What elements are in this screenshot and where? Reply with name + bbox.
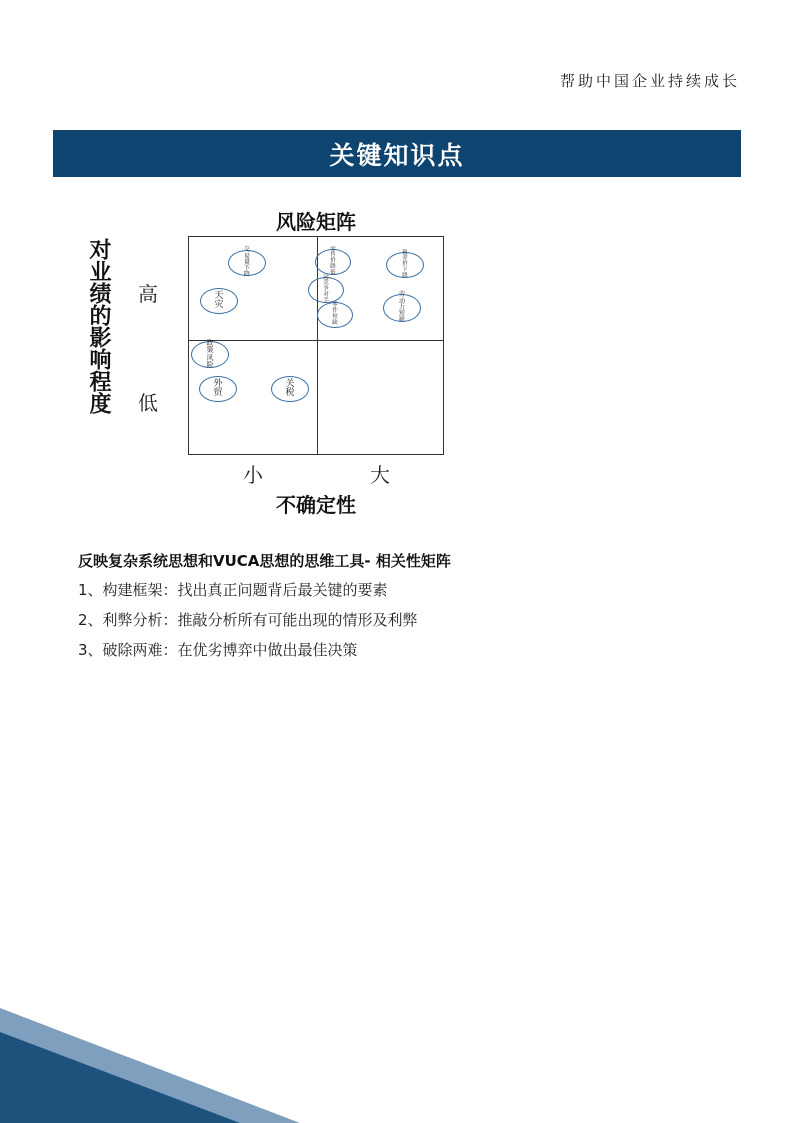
- y-axis-title: 对业绩的影响程度: [86, 238, 111, 414]
- bubble-label: 交 易 量 下 降: [243, 246, 250, 279]
- x-tick-large: 大: [370, 463, 390, 487]
- bubble-foreign-trade: [199, 376, 237, 402]
- bubble-price-drop: [315, 246, 351, 276]
- bubble-tariff: [271, 376, 309, 402]
- bubble-competition: [308, 274, 344, 304]
- bubble-label: 政 策 风 险: [206, 338, 214, 369]
- bubble-label: 同 竞 争 对 手: [323, 274, 329, 304]
- bubble-label: 关 税: [285, 378, 295, 398]
- grid-horizontal-divider: [189, 340, 443, 341]
- bubble-label: 外 贸: [213, 378, 223, 398]
- bubble-trade-volume: [228, 246, 266, 279]
- description-block: [78, 550, 718, 669]
- description-item: 3、破除两难：在优劣博弈中做出最佳决策: [78, 641, 358, 659]
- bubble-natural-disaster: [200, 288, 238, 314]
- bubble-parts-shortage: [317, 302, 353, 328]
- tagline: 帮助中国企业持续成长: [559, 72, 740, 90]
- x-axis-title: 不确定性: [276, 493, 356, 517]
- bubble-cost-drop: [386, 249, 424, 279]
- corner-decoration: [0, 1008, 300, 1123]
- bubble-label: 零 售 价 降 低: [330, 246, 336, 276]
- description-item: 1、构建框架：找出真正问题背后最关键的要素: [78, 581, 388, 599]
- y-tick-high: 高: [138, 282, 158, 306]
- banner-title: 关键知识点: [329, 140, 465, 170]
- y-tick-low: 低: [138, 391, 158, 415]
- bubble-policy-risk: [191, 338, 229, 369]
- bubble-label: 租 金 价 下 降: [402, 249, 408, 279]
- bubble-label: 劳 动 力 短 缺: [398, 291, 405, 324]
- x-tick-small: 小: [243, 463, 263, 487]
- matrix-title: 风险矩阵: [276, 210, 356, 234]
- bubble-label: 零 件 短 缺: [332, 302, 338, 326]
- section-banner: [53, 130, 741, 177]
- description-item: 2、利弊分析：推敲分析所有可能出现的情形及利弊: [78, 611, 418, 629]
- bubble-labor-shortage: [383, 291, 421, 324]
- description-title: 反映复杂系统思想和VUCA思想的思维工具- 相关性矩阵: [78, 552, 451, 570]
- bubble-label: 天 灾: [214, 290, 224, 310]
